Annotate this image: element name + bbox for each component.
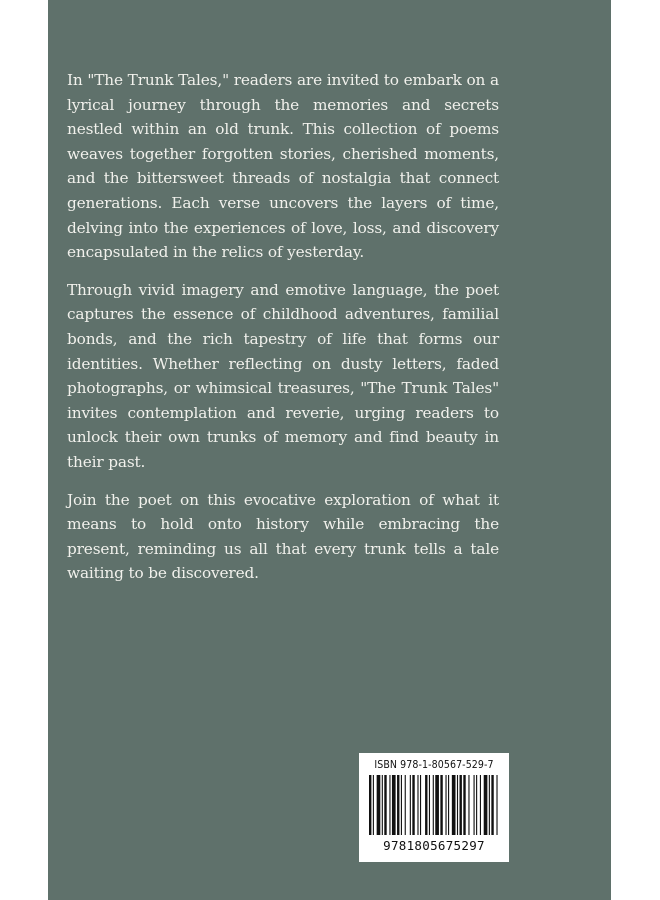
- barcode-bar: [463, 775, 465, 835]
- barcode-bar: [412, 775, 414, 835]
- barcode-bar: [425, 775, 427, 835]
- barcode-bar: [392, 775, 396, 835]
- isbn-number: 9781805675297: [383, 838, 485, 853]
- barcode-bar: [433, 775, 434, 835]
- barcode-bar: [452, 775, 456, 835]
- barcode-bar: [480, 775, 481, 835]
- barcode-bar: [410, 775, 411, 835]
- barcode-bar: [369, 775, 371, 835]
- barcode-bar: [445, 775, 446, 835]
- isbn-barcode-box: [359, 753, 509, 862]
- barcode-bar: [459, 775, 461, 835]
- barcode-bar: [440, 775, 442, 835]
- barcode-bar: [468, 775, 469, 835]
- barcode-bar: [448, 775, 449, 835]
- barcode-bar: [417, 775, 418, 835]
- barcode-bar: [405, 775, 406, 835]
- barcode-bar: [389, 775, 390, 835]
- barcode-bar: [377, 775, 381, 835]
- cover-blurb: [67, 68, 499, 599]
- isbn-label: ISBN 978-1-80567-529-7: [374, 759, 494, 771]
- barcode-bar: [397, 775, 399, 835]
- barcode-bar: [484, 775, 488, 835]
- barcode-bar: [489, 775, 490, 835]
- barcode-bar: [435, 775, 439, 835]
- barcode-bar: [384, 775, 386, 835]
- barcode-bar: [382, 775, 383, 835]
- barcode-bar: [476, 775, 477, 835]
- blurb-paragraph-3: Join the poet on this evocative exploration of what it means to hold onto history while embracing the present, reminding us all that every trunk tells a tale waiting to be discovered.: [67, 490, 499, 583]
- barcode-bar: [429, 775, 430, 835]
- barcode-bar: [496, 775, 497, 835]
- barcode-bar: [474, 775, 475, 835]
- barcode-bar: [491, 775, 493, 835]
- blurb-paragraph-1: In "The Trunk Tales," readers are invited to embark on a lyrical journey through the memories and secrets nestled within an old trunk. This collection of poems weaves together forgotten stories, cherished moments, and the bittersweet threads of nostalgia that connect generations. Each verse uncovers the layers of time, delving into the experiences of love, loss, and discovery encapsulated in the relics of yesterday.: [67, 71, 499, 262]
- barcode-bar: [420, 775, 421, 835]
- barcode-bar: [457, 775, 458, 835]
- barcode-icon: [369, 775, 499, 835]
- barcode-bar: [373, 775, 374, 835]
- blurb-paragraph-2: Through vivid imagery and emotive language, the poet captures the essence of childhood adventures, familial bonds, and the rich tapestry of life that forms our identities. Whether reflecting on dusty letters, faded photographs, or whimsical treasures, "The Trunk Tales" invites contemplation and reverie, urging readers to unlock their own trunks of memory and find beauty in their past.: [67, 280, 499, 471]
- barcode-bar: [401, 775, 402, 835]
